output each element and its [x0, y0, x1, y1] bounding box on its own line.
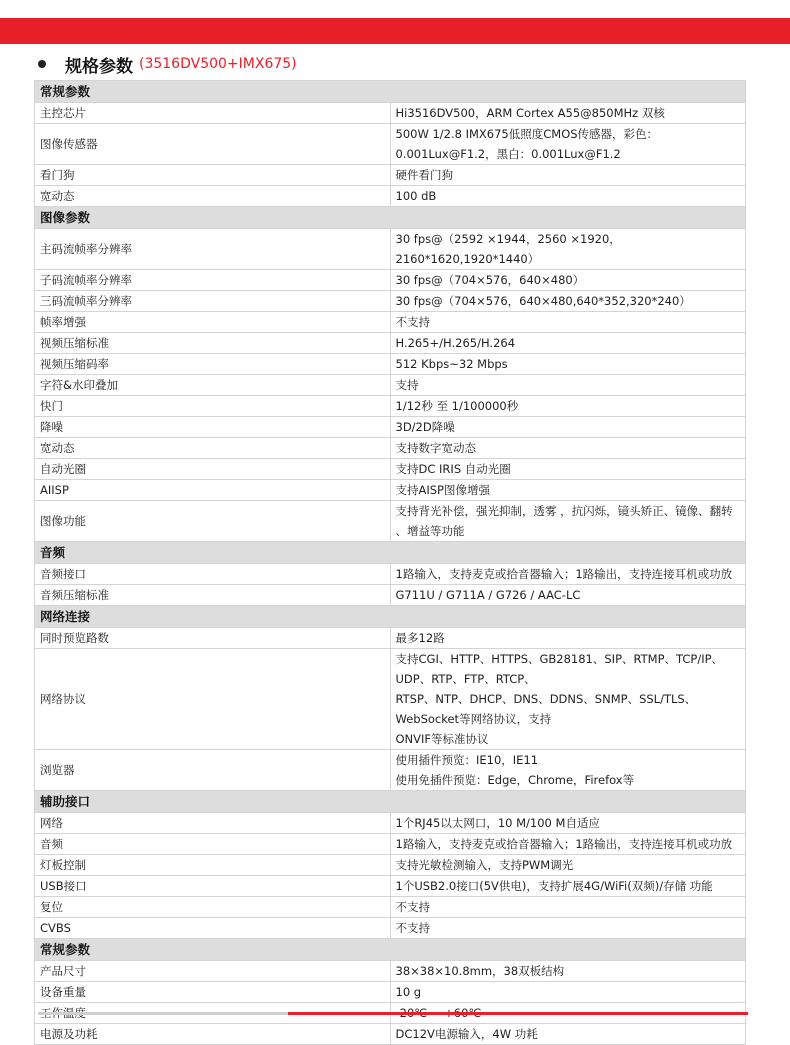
spec-row	[35, 501, 746, 542]
spec-label: 网络	[35, 813, 391, 834]
spec-row	[35, 876, 746, 897]
spec-label: 同时预览路数	[35, 628, 391, 649]
spec-row	[35, 291, 746, 312]
spec-label: 灯板控制	[35, 855, 391, 876]
spec-value: 支持光敏检测输入，支持PWM调光	[390, 855, 746, 876]
spec-label: 快门	[35, 396, 391, 417]
spec-row	[35, 333, 746, 354]
spec-row	[35, 270, 746, 291]
bullet-icon	[38, 60, 46, 68]
spec-value-line: 使用免插件预览：Edge，Chrome，Firefox等	[395, 773, 635, 787]
spec-label: 字符&水印叠加	[35, 375, 391, 396]
spec-value: 支持背光补偿，强光抑制，透雾 ，抗闪烁，镜头矫正、镜像、翻转 、增益等功能	[390, 501, 746, 542]
spec-row	[35, 480, 746, 501]
section-title: 图像参数	[35, 207, 746, 229]
top-red-bar	[0, 18, 790, 44]
spec-value: 1个USB2.0接口(5V供电)，支持扩展4G/WiFi(双频)/存储 功能	[390, 876, 746, 897]
spec-row	[35, 186, 746, 207]
spec-value: 30 fps@（2592 ×1944，2560 ×1920，2160*1620,1920*1440）	[390, 229, 746, 270]
spec-label: 三码流帧率分辨率	[35, 291, 391, 312]
spec-label: 电源及功耗	[35, 1024, 391, 1045]
spec-value: 支持数字宽动态	[390, 438, 746, 459]
spec-label: 宽动态	[35, 438, 391, 459]
spec-row	[35, 1024, 746, 1045]
spec-row	[35, 438, 746, 459]
spec-label: CVBS	[35, 918, 391, 939]
spec-label: AIISP	[35, 480, 391, 501]
spec-row	[35, 649, 746, 750]
spec-row	[35, 750, 746, 791]
spec-row	[35, 813, 746, 834]
section-title: 音频	[35, 542, 746, 564]
spec-label: 主控芯片	[35, 103, 391, 124]
spec-label: 视频压缩码率	[35, 354, 391, 375]
spec-label: 降噪	[35, 417, 391, 438]
spec-label: 音频	[35, 834, 391, 855]
spec-row	[35, 459, 746, 480]
section-title: 辅助接口	[35, 791, 746, 813]
section-header	[35, 939, 746, 961]
spec-row	[35, 982, 746, 1003]
section-header	[35, 207, 746, 229]
spec-label: 宽动态	[35, 186, 391, 207]
spec-row	[35, 834, 746, 855]
spec-label: 帧率增强	[35, 312, 391, 333]
spec-label: 网络协议	[35, 649, 391, 750]
spec-row	[35, 375, 746, 396]
section-title: 常规参数	[35, 939, 746, 961]
spec-value-line: ONVIF等标准协议	[395, 732, 489, 746]
spec-value: 1路输入，支持麦克或拾音器输入；1路输出，支持连接耳机或功放	[390, 564, 746, 585]
spec-value	[390, 649, 746, 750]
spec-row	[35, 918, 746, 939]
spec-value: G711U / G711A / G726 / AAC-LC	[390, 585, 746, 606]
page-subtitle: (3516DV500+IMX675)	[139, 56, 297, 72]
section-title: 网络连接	[35, 606, 746, 628]
section-header	[35, 606, 746, 628]
spec-value: 38×38×10.8mm，38双板结构	[390, 961, 746, 982]
spec-row	[35, 124, 746, 165]
spec-value: 512 Kbps~32 Mbps	[390, 354, 746, 375]
spec-row	[35, 855, 746, 876]
spec-row	[35, 165, 746, 186]
spec-row	[35, 396, 746, 417]
spec-label: 看门狗	[35, 165, 391, 186]
spec-row	[35, 564, 746, 585]
spec-row	[35, 961, 746, 982]
section-header	[35, 81, 746, 103]
bottom-divider-grey	[38, 1012, 288, 1015]
spec-value: 最多12路	[390, 628, 746, 649]
spec-row	[35, 628, 746, 649]
spec-heading	[38, 52, 297, 76]
spec-row	[35, 312, 746, 333]
spec-row	[35, 417, 746, 438]
section-header	[35, 791, 746, 813]
spec-value: 硬件看门狗	[390, 165, 746, 186]
spec-value-line: 支持CGI、HTTP、HTTPS、GB28181、SIP、RTMP、TCP/IP、UDP、RTP、FTP、RTCP、	[395, 652, 724, 686]
spec-value: DC12V电源输入，4W 功耗	[390, 1024, 746, 1045]
spec-label: 复位	[35, 897, 391, 918]
spec-label: USB接口	[35, 876, 391, 897]
spec-label: 图像传感器	[35, 124, 391, 165]
spec-value: 不支持	[390, 918, 746, 939]
bottom-divider-red	[288, 1012, 748, 1015]
spec-value-line: RTSP、NTP、DHCP、DNS、DDNS、SNMP、SSL/TLS、WebSocket等网络协议，支持	[395, 692, 697, 726]
spec-value: 500W 1/2.8 IMX675低照度CMOS传感器，彩色：0.001Lux@F1.2，黑白：0.001Lux@F1.2	[390, 124, 746, 165]
spec-row	[35, 585, 746, 606]
spec-label: 图像功能	[35, 501, 391, 542]
spec-value: 30 fps@（704×576，640×480）	[390, 270, 746, 291]
spec-value: 1路输入，支持麦克或拾音器输入；1路输出，支持连接耳机或功放	[390, 834, 746, 855]
spec-value: H.265+/H.265/H.264	[390, 333, 746, 354]
bottom-divider	[38, 1012, 748, 1015]
spec-row	[35, 354, 746, 375]
spec-value: 1/12秒 至 1/100000秒	[390, 396, 746, 417]
spec-label: 自动光圈	[35, 459, 391, 480]
spec-value	[390, 750, 746, 791]
spec-table	[34, 80, 746, 1045]
spec-value: 100 dB	[390, 186, 746, 207]
spec-row	[35, 229, 746, 270]
spec-row	[35, 897, 746, 918]
spec-value-line: 使用插件预览：IE10，IE11	[395, 753, 539, 767]
spec-value: Hi3516DV500，ARM Cortex A55@850MHz 双核	[390, 103, 746, 124]
spec-label: 浏览器	[35, 750, 391, 791]
spec-label: 音频接口	[35, 564, 391, 585]
page-title: 规格参数	[65, 56, 133, 77]
spec-label: 视频压缩标准	[35, 333, 391, 354]
spec-label: 产品尺寸	[35, 961, 391, 982]
spec-value: 3D/2D降噪	[390, 417, 746, 438]
spec-value: 支持	[390, 375, 746, 396]
spec-row	[35, 103, 746, 124]
spec-label: 主码流帧率分辨率	[35, 229, 391, 270]
spec-value: 不支持	[390, 897, 746, 918]
section-header	[35, 542, 746, 564]
spec-value: 支持DC IRIS 自动光圈	[390, 459, 746, 480]
section-title: 常规参数	[35, 81, 746, 103]
spec-label: 子码流帧率分辨率	[35, 270, 391, 291]
spec-value: 支持AISP图像增强	[390, 480, 746, 501]
spec-value: 不支持	[390, 312, 746, 333]
spec-label: 设备重量	[35, 982, 391, 1003]
spec-value: 30 fps@（704×576，640×480,640*352,320*240）	[390, 291, 746, 312]
spec-label: 音频压缩标准	[35, 585, 391, 606]
spec-value: 10 g	[390, 982, 746, 1003]
spec-value: 1个RJ45以太网口，10 M/100 M自适应	[390, 813, 746, 834]
